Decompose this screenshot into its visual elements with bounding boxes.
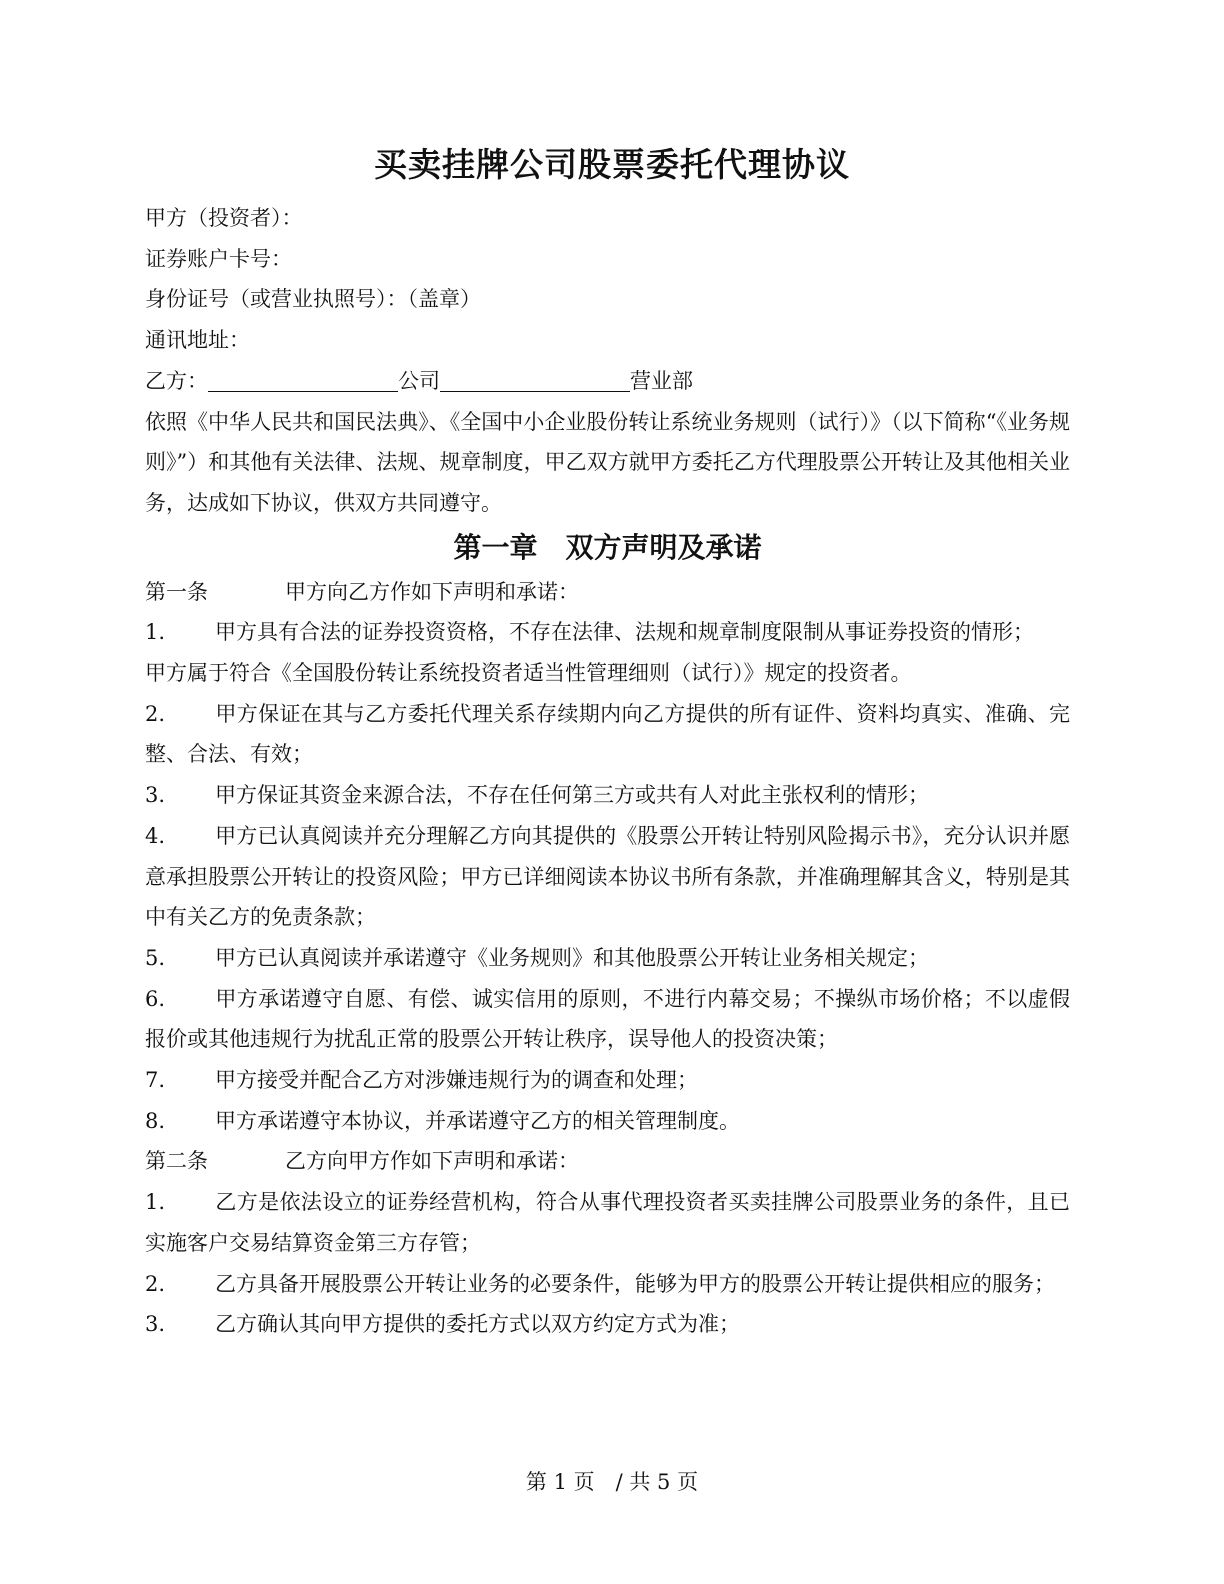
item-text: 乙方确认其向甲方提供的委托方式以双方约定方式为准； — [215, 1312, 740, 1337]
item-text: 甲方接受并配合乙方对涉嫌违规行为的调查和处理； — [215, 1068, 698, 1093]
party-b-line — [145, 361, 1070, 402]
item-text: 甲方承诺遵守自愿、有偿、诚实信用的原则，不进行内幕交易；不操纵市场价格；不以虚假报价或其他违规行为扰乱正常的股票公开转让秩序，误导他人的投资决策； — [145, 986, 1070, 1052]
item-number: 2. — [145, 1271, 166, 1296]
item-text: 甲方已认真阅读并充分理解乙方向其提供的《股票公开转让特别风险揭示书》，充分认识并愿意承担股票公开转让的投资风险；甲方已详细阅读本协议书所有条款，并准确理解其含义，特别是其中有关乙方的免责条款； — [145, 823, 1070, 930]
list-item — [145, 1060, 1070, 1101]
item-text: 甲方保证在其与乙方委托代理关系存续期内向乙方提供的所有证件、资料均真实、准确、完整、合法、有效； — [145, 701, 1070, 767]
party-b-dept: 营业部 — [630, 368, 693, 393]
item-number: 2. — [145, 701, 166, 726]
item-text: 乙方具备开展股票公开转让业务的必要条件，能够为甲方的股票公开转让提供相应的服务； — [215, 1271, 1055, 1296]
list-item — [145, 694, 1070, 775]
list-item — [145, 1264, 1070, 1305]
item-number: 1. — [145, 1190, 166, 1215]
list-item — [145, 816, 1070, 938]
item-number: 4. — [145, 823, 166, 848]
article-title: 乙方向甲方作如下声明和承诺： — [285, 1149, 579, 1174]
article-title: 甲方向乙方作如下声明和承诺： — [285, 579, 579, 604]
item-text: 甲方属于符合《全国股份转让系统投资者适当性管理细则（试行）》规定的投资者。 — [145, 661, 912, 686]
item-text: 甲方承诺遵守本协议，并承诺遵守乙方的相关管理制度。 — [215, 1108, 740, 1133]
account-label: 证券账户卡号： — [145, 246, 292, 271]
item-number: 8. — [145, 1108, 166, 1133]
list-item — [145, 1182, 1070, 1263]
item-number: 3. — [145, 783, 166, 808]
id-label: 身份证号（或营业执照号）：（盖章） — [145, 287, 481, 312]
blank-line — [208, 365, 398, 392]
list-item — [145, 979, 1070, 1060]
item-text: 甲方具有合法的证券投资资格，不存在法律、法规和规章制度限制从事证券投资的情形； — [215, 620, 1034, 645]
item-number: 3. — [145, 1312, 166, 1337]
article-number: 第二条 — [145, 1149, 208, 1174]
article-heading — [145, 1141, 1070, 1182]
item-text: 甲方保证其资金来源合法，不存在任何第三方或共有人对此主张权利的情形； — [215, 783, 929, 808]
blank-line — [440, 365, 630, 392]
intro-paragraph: 依照《中华人民共和国民法典》、《全国中小企业股份转让系统业务规则（试行）》（以下简称“《业务规则》”）和其他有关法律、法规、规章制度，甲乙双方就甲方委托乙方代理股票公开转让及其他相关业务，达成如下协议，供双方共同遵守。 — [145, 409, 1070, 515]
item-number: 1. — [145, 620, 166, 645]
item-number: 5. — [145, 945, 166, 970]
page-footer: 第 1 页 / 共 5 页 — [525, 1470, 699, 1494]
article-number: 第一条 — [145, 579, 208, 604]
article-heading — [145, 572, 1070, 613]
list-item — [145, 1101, 1070, 1142]
list-item — [145, 612, 1070, 653]
document-title: 买卖挂牌公司股票委托代理协议 — [374, 145, 850, 184]
item-number: 7. — [145, 1068, 166, 1093]
document-body — [145, 198, 1070, 1345]
list-item — [145, 653, 1070, 694]
party-b-prefix: 乙方： — [145, 368, 208, 393]
address-label: 通讯地址： — [145, 328, 250, 353]
party-a-label: 甲方（投资者）： — [145, 206, 303, 230]
chapter-heading: 第一章 双方声明及承诺 — [453, 530, 762, 564]
item-text: 乙方是依法设立的证券经营机构，符合从事代理投资者买卖挂牌公司股票业务的条件，且已实施客户交易结算资金第三方存管； — [145, 1190, 1070, 1255]
item-number: 6. — [145, 986, 166, 1011]
list-item — [145, 1304, 1070, 1345]
party-b-company: 公司 — [398, 368, 440, 393]
list-item — [145, 775, 1070, 816]
item-text: 甲方已认真阅读并承诺遵守《业务规则》和其他股票公开转让业务相关规定； — [215, 945, 929, 970]
list-item — [145, 938, 1070, 979]
